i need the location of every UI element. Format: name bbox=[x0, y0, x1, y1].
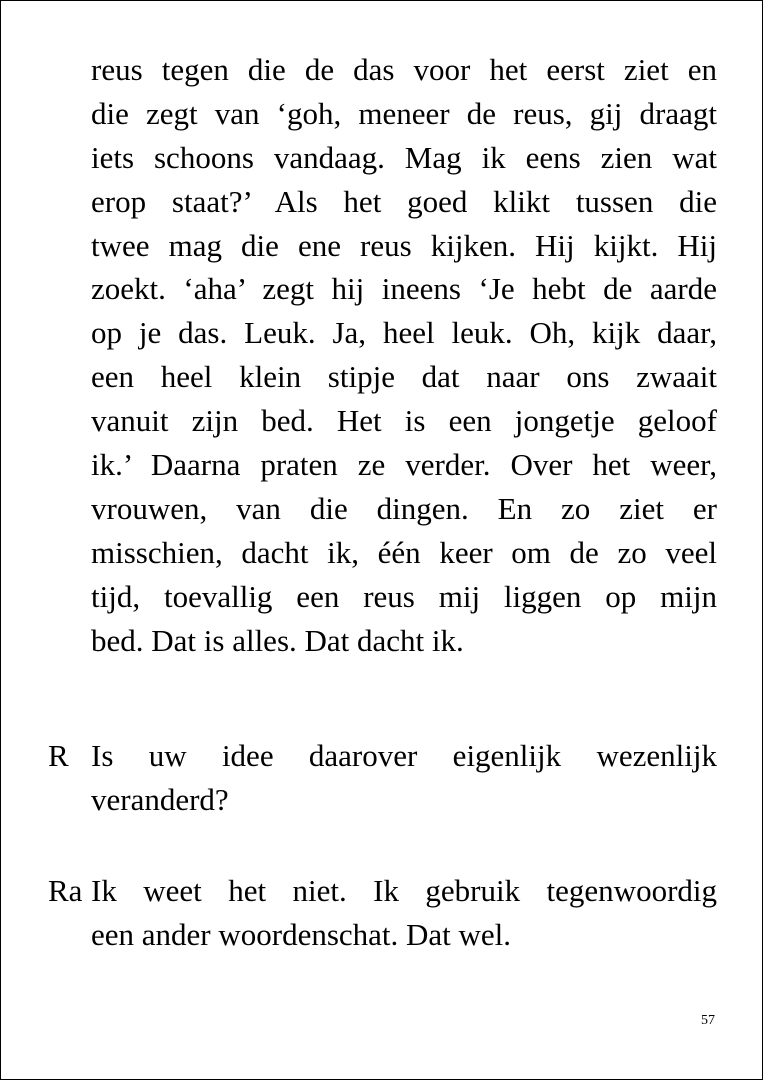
text-line: iets schoons vandaag. Mag ik eens zien wat bbox=[91, 139, 717, 175]
text-line: Ik weet het niet. Ik gebruik tegenwoordig bbox=[91, 873, 717, 908]
speaker-label: Ra bbox=[48, 873, 83, 908]
interview-question bbox=[48, 734, 717, 822]
text-line: erop staat?’ Als het goed klikt tussen die bbox=[91, 183, 717, 219]
text-line: bed. Dat is alles. Dat dacht ik. bbox=[91, 622, 464, 658]
page-number: 57 bbox=[701, 1013, 715, 1028]
text-line: die zegt van ‘goh, meneer de reus, gij draagt bbox=[91, 95, 717, 131]
speaker-label: R bbox=[48, 738, 69, 773]
text-line: vanuit zijn bed. Het is een jongetje geloof bbox=[91, 403, 717, 439]
text-line: misschien, dacht ik, één keer om de zo veel bbox=[91, 534, 717, 570]
text-line: twee mag die ene reus kijken. Hij kijkt. Hij bbox=[91, 227, 717, 263]
text-line: tijd, toevallig een reus mij liggen op mijn bbox=[91, 578, 717, 614]
interview-answer bbox=[48, 869, 717, 957]
text-line: zoekt. ‘aha’ zegt hij ineens ‘Je hebt de aarde bbox=[91, 271, 717, 307]
text-line: ik.’ Daarna praten ze verder. Over het weer, bbox=[91, 447, 717, 483]
text-line: een heel klein stipje dat naar ons zwaait bbox=[91, 359, 717, 395]
text-line: vrouwen, van die dingen. En zo ziet er bbox=[91, 490, 717, 526]
text-line: reus tegen die de das voor het eerst ziet en bbox=[91, 52, 717, 87]
paragraph-continuation bbox=[91, 48, 717, 662]
text-line: op je das. Leuk. Ja, heel leuk. Oh, kijk daar, bbox=[91, 315, 717, 351]
text-line: veranderd? bbox=[91, 781, 229, 817]
text-line: een ander woordenschat. Dat wel. bbox=[91, 916, 512, 952]
text-line: Is uw idee daarover eigenlijk wezenlijk bbox=[91, 738, 717, 773]
